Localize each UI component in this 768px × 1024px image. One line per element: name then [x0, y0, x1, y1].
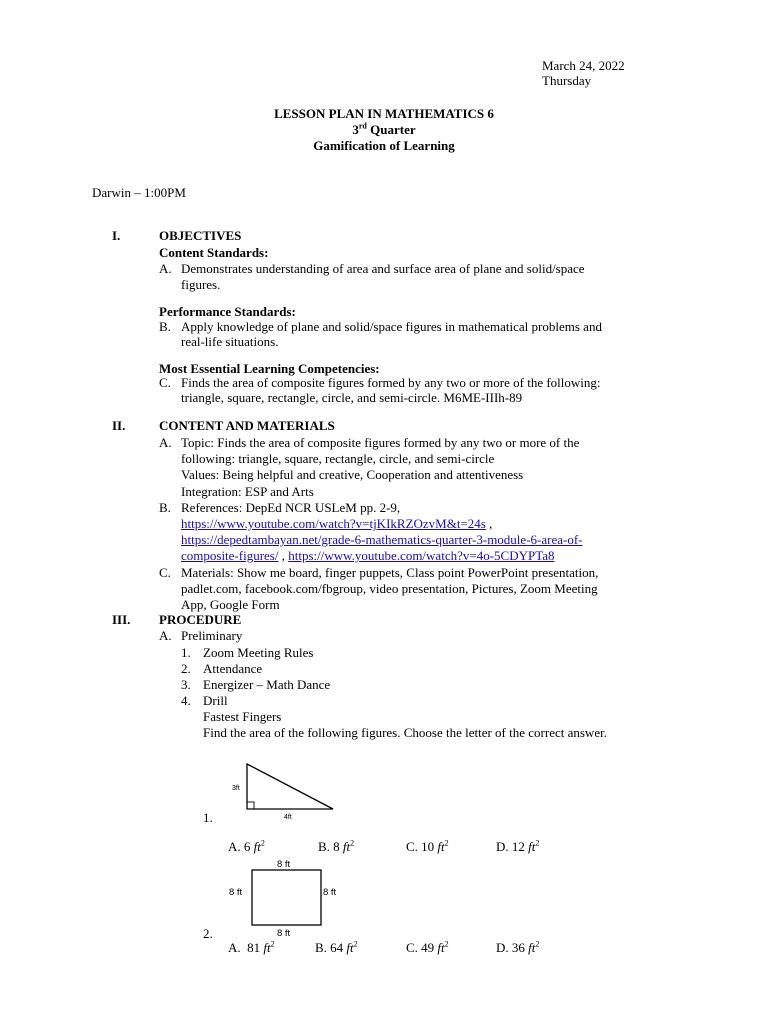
- objectives-heading: OBJECTIVES: [159, 228, 242, 243]
- q1-choice-a: [228, 839, 265, 855]
- quarter-superscript: rd: [358, 121, 367, 131]
- question-2-number: 2.: [203, 926, 213, 941]
- choice-exponent: 2: [270, 939, 275, 949]
- melc-heading: Most Essential Learning Competencies:: [159, 361, 380, 376]
- depedtambayan-link-part-1[interactable]: https://depedtambayan.net/grade-6-mathematics-quarter-3-module-6-area-of-: [181, 532, 583, 547]
- lesson-plan-title: LESSON PLAN IN MATHEMATICS 6: [274, 106, 494, 121]
- square-figure: [225, 856, 350, 938]
- references-line-2: [181, 516, 492, 532]
- integration-text: Integration: ESP and Arts: [181, 484, 314, 499]
- choice-value: A. 6: [228, 839, 254, 854]
- topic-text-1: Topic: Finds the area of composite figures formed by any two or more of the: [181, 435, 580, 450]
- list-item-number: 3.: [181, 677, 191, 692]
- list-item-number: 2.: [181, 661, 191, 676]
- performance-standards-text-1: Apply knowledge of plane and solid/space figures in mathematical problems and: [181, 319, 602, 334]
- square-right-label: 8 ft: [323, 887, 337, 898]
- choice-exponent: 2: [444, 939, 449, 949]
- content-heading: CONTENT AND MATERIALS: [159, 418, 335, 433]
- square-left-label: 8 ft: [229, 887, 243, 898]
- choice-unit: ft: [528, 940, 536, 955]
- performance-standards-text-2: real-life situations.: [181, 334, 279, 349]
- date: March 24, 2022: [542, 58, 625, 73]
- performance-standards-heading: Performance Standards:: [159, 304, 296, 319]
- choice-value: B. 64: [315, 940, 347, 955]
- list-item: Energizer – Math Dance: [203, 677, 331, 692]
- q2-choice-a: [228, 940, 275, 956]
- square-top-label: 8 ft: [277, 859, 291, 870]
- preliminary-label: Preliminary: [181, 628, 243, 643]
- triangle-height-label: 3ft: [232, 785, 240, 792]
- choice-exponent: 2: [353, 939, 358, 949]
- list-item: Drill: [203, 693, 228, 708]
- choice-unit: ft: [528, 839, 536, 854]
- melc-letter: C.: [159, 375, 171, 390]
- objectives-numeral: I.: [112, 228, 121, 243]
- content-standards-text-2: figures.: [181, 277, 221, 292]
- triangle-shape: [247, 764, 333, 809]
- choice-exponent: 2: [260, 838, 265, 848]
- references-separator-2: ,: [278, 548, 289, 563]
- square-bottom-label: 8 ft: [277, 928, 291, 938]
- references-letter: B.: [159, 500, 171, 515]
- melc-text-1: Finds the area of composite figures formed by any two or more of the following:: [181, 375, 601, 390]
- lesson-subtitle: Gamification of Learning: [313, 138, 455, 153]
- choice-value: B. 8: [318, 839, 343, 854]
- class-section: Darwin – 1:00PM: [92, 185, 186, 200]
- procedure-numeral: III.: [112, 612, 131, 627]
- topic-letter: A.: [159, 435, 172, 450]
- list-item-number: 4.: [181, 693, 191, 708]
- q2-choice-b: [315, 940, 358, 956]
- youtube-link-1[interactable]: https://www.youtube.com/watch?v=tjKIkRZOzvM&t=24s: [181, 516, 486, 531]
- content-standards-text-1: Demonstrates understanding of area and surface area of plane and solid/space: [181, 261, 585, 276]
- content-standards-letter: A.: [159, 261, 172, 276]
- procedure-heading: PROCEDURE: [159, 612, 242, 627]
- materials-text-3: App, Google Form: [181, 597, 280, 612]
- choice-value: D. 36: [496, 940, 529, 955]
- content-standards-heading: Content Standards:: [159, 245, 269, 260]
- materials-letter: C.: [159, 565, 171, 580]
- quarter-number: 3: [352, 122, 359, 137]
- references-text: References: DepEd NCR USLeM pp. 2-9,: [181, 500, 401, 515]
- choice-exponent: 2: [535, 838, 540, 848]
- right-triangle-figure: [228, 760, 338, 822]
- references-line-4: [181, 548, 555, 564]
- topic-text-2: following: triangle, square, rectangle, circle, and semi-circle: [181, 451, 495, 466]
- question-1-number: 1.: [203, 810, 213, 825]
- triangle-base-label: 4ft: [284, 814, 292, 821]
- q1-choice-c: [406, 839, 449, 855]
- choice-value: A. 81: [228, 940, 264, 955]
- quarter-line: [0, 122, 768, 138]
- choice-unit: ft: [342, 839, 351, 854]
- choice-unit: ft: [263, 940, 271, 955]
- preliminary-letter: A.: [159, 628, 172, 643]
- materials-text-1: Materials: Show me board, finger puppets, Class point PowerPoint presentation,: [181, 565, 599, 580]
- depedtambayan-link-part-2[interactable]: composite-figures/: [181, 548, 279, 563]
- list-item-number: 1.: [181, 645, 191, 660]
- materials-text-2: padlet.com, facebook.com/fbgroup, video presentation, Pictures, Zoom Meeting: [181, 581, 598, 596]
- youtube-link-2[interactable]: https://www.youtube.com/watch?v=4o-5CDYPTa8: [288, 548, 555, 563]
- list-item: Zoom Meeting Rules: [203, 645, 314, 660]
- day: Thursday: [542, 73, 592, 88]
- choice-exponent: 2: [444, 838, 449, 848]
- performance-standards-letter: B.: [159, 319, 171, 334]
- drill-instruction: Find the area of the following figures. Choose the letter of the correct answer.: [203, 725, 607, 740]
- melc-text-2: triangle, square, rectangle, circle, and semi-circle. M6ME-IIIh-89: [181, 390, 523, 405]
- choice-value: D. 12: [496, 839, 529, 854]
- q2-choice-d: [496, 940, 539, 956]
- values-text: Values: Being helpful and creative, Cooperation and attentiveness: [181, 467, 524, 482]
- q1-choice-b: [318, 839, 354, 855]
- content-numeral: II.: [112, 418, 126, 433]
- quarter-word: Quarter: [370, 122, 416, 137]
- choice-value: C. 49: [406, 940, 438, 955]
- choice-unit: ft: [437, 839, 445, 854]
- q1-choice-d: [496, 839, 539, 855]
- choice-value: C. 10: [406, 839, 438, 854]
- choice-exponent: 2: [535, 939, 540, 949]
- q2-choice-c: [406, 940, 449, 956]
- choice-unit: ft: [346, 940, 354, 955]
- right-angle-marker: [247, 802, 254, 809]
- drill-title: Fastest Fingers: [203, 709, 282, 724]
- references-separator-1: ,: [485, 516, 493, 531]
- choice-exponent: 2: [350, 838, 355, 848]
- references-line-3: [181, 532, 582, 548]
- list-item: Attendance: [203, 661, 263, 676]
- choice-unit: ft: [253, 839, 261, 854]
- choice-unit: ft: [437, 940, 445, 955]
- square-shape: [252, 870, 321, 925]
